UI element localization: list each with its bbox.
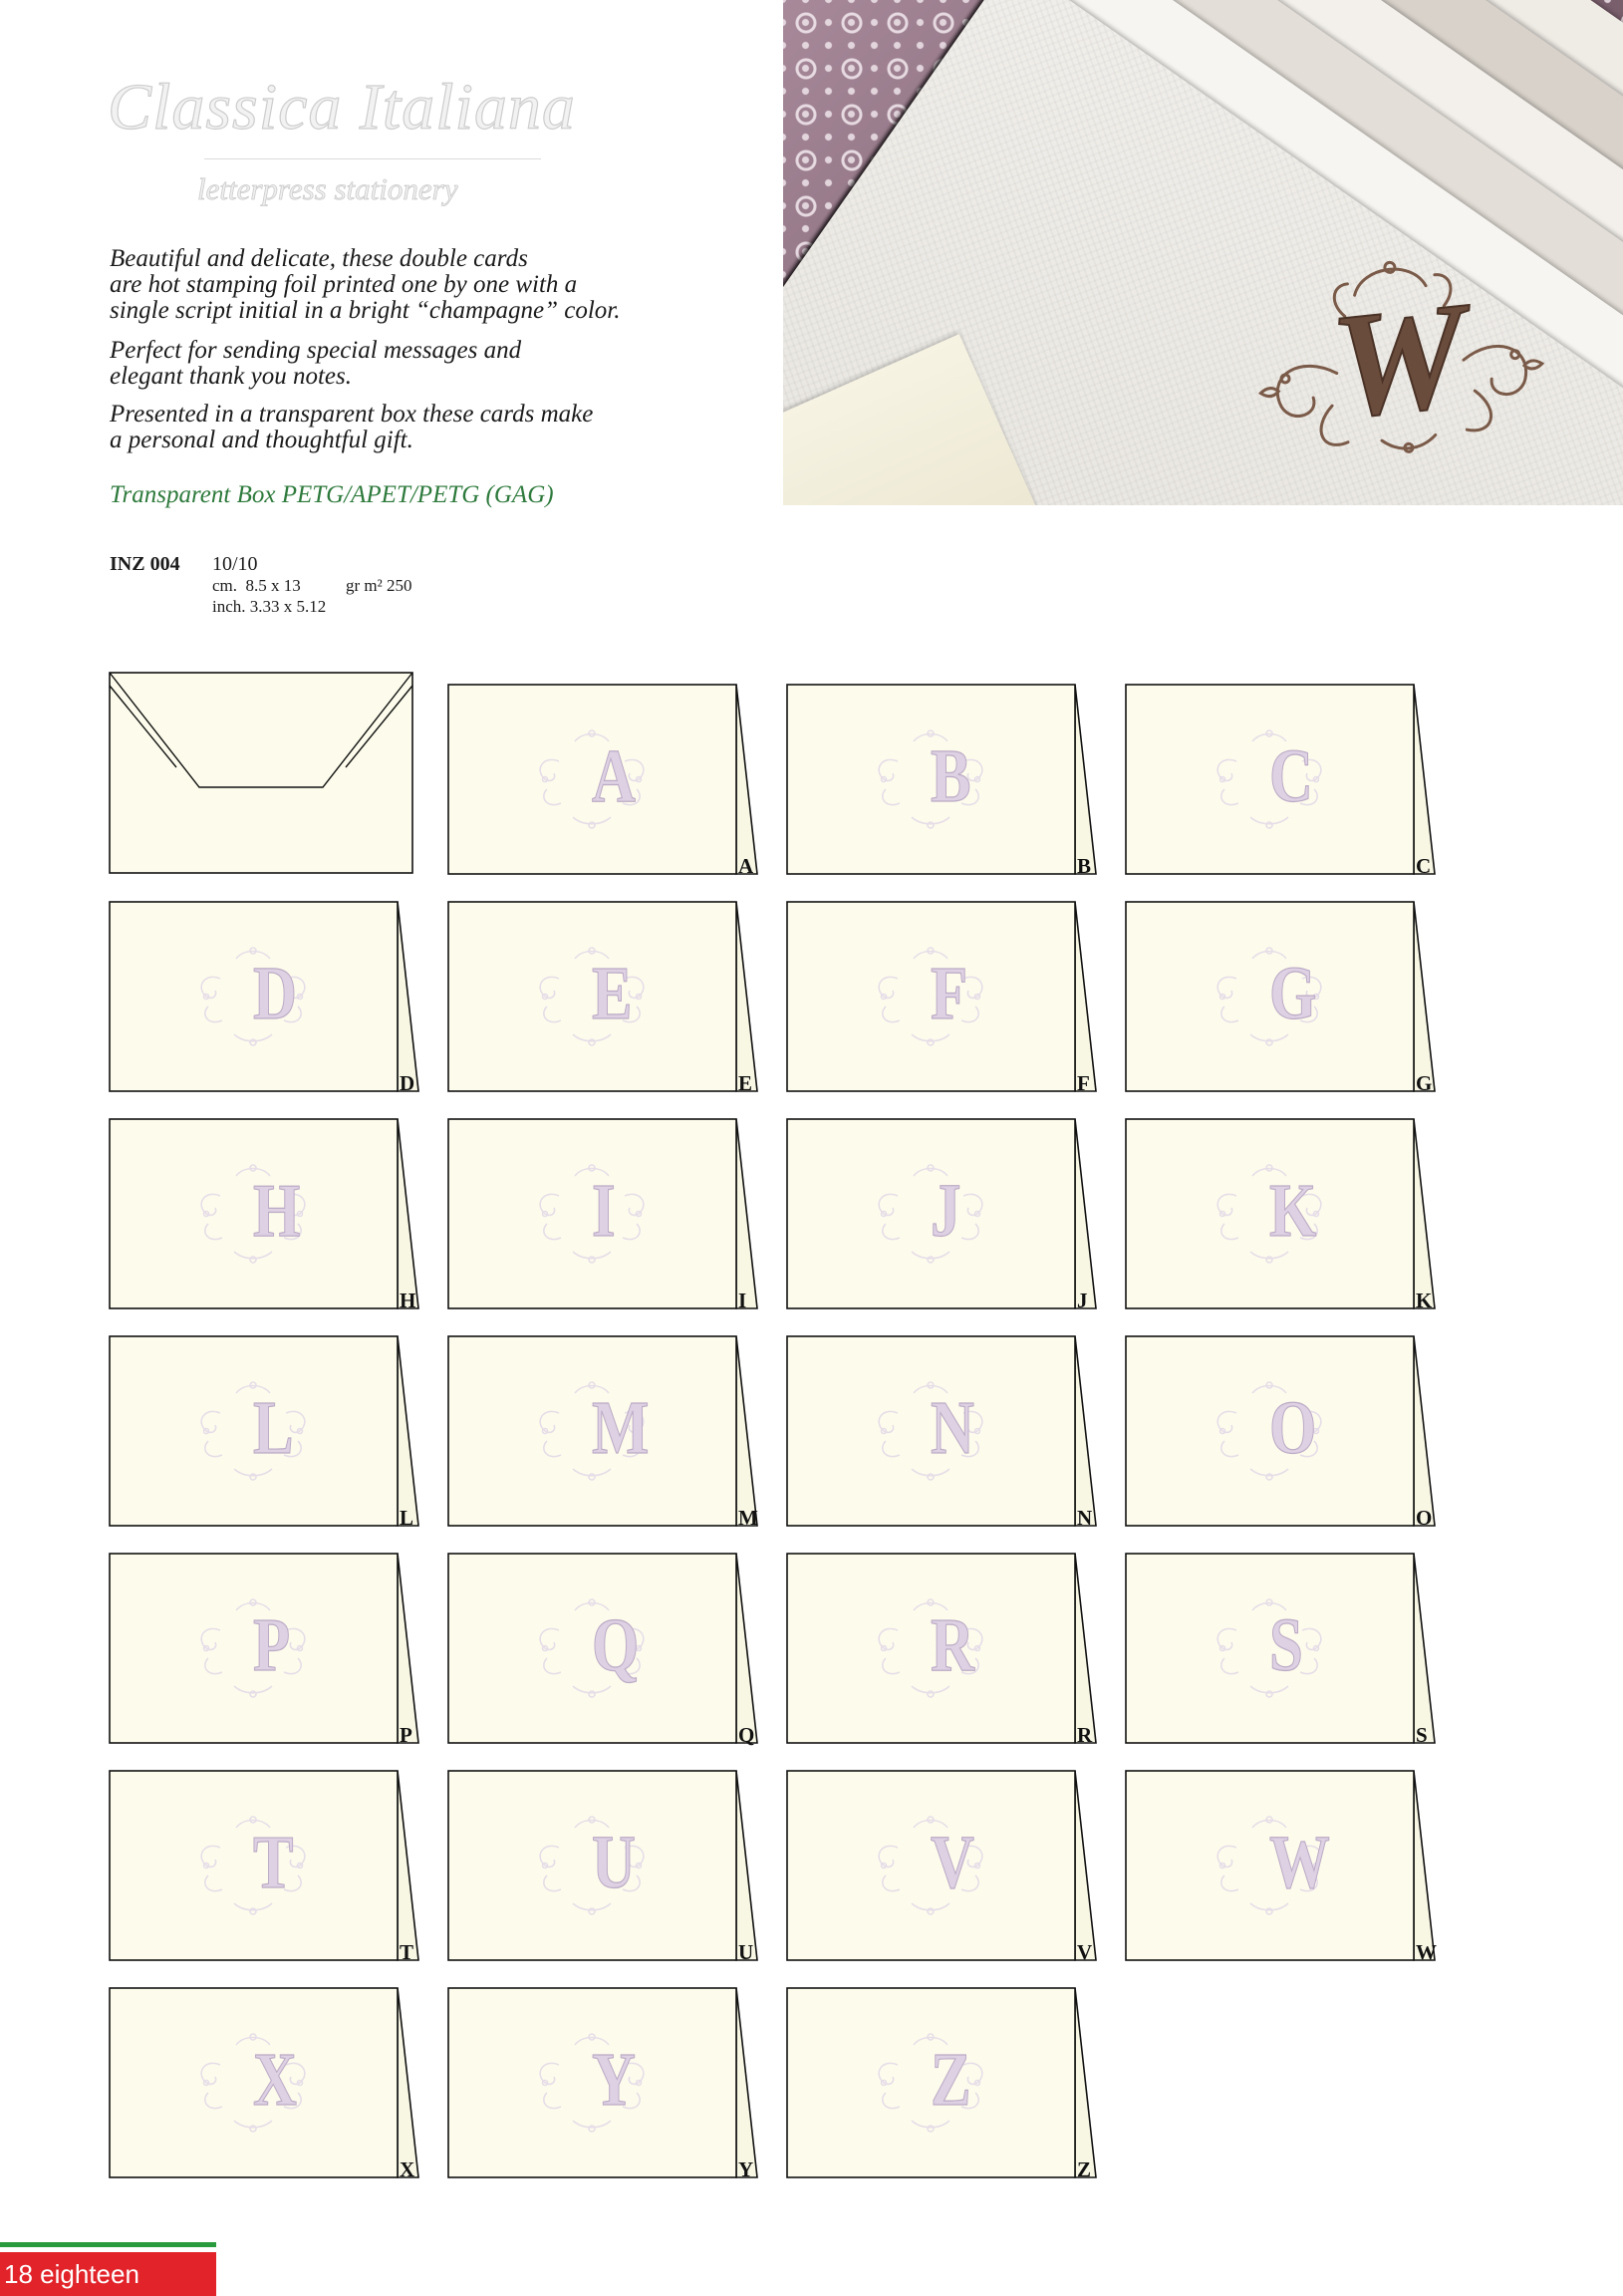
card-drawing (1125, 1335, 1442, 1529)
card-monogram: D (253, 951, 297, 1035)
card-back-fold (1414, 1336, 1435, 1526)
card-drawing (447, 1770, 764, 1963)
card-monogram: P (253, 1602, 291, 1687)
text-line: are hot stamping foil printed one by one with a (110, 271, 578, 298)
letter-card-a (447, 684, 764, 877)
letter-card-n (786, 1335, 1103, 1529)
card-drawing (109, 1553, 425, 1746)
card-drawing (447, 1335, 764, 1529)
card-letter-label: F (1077, 1071, 1090, 1095)
card-back-fold (1075, 1336, 1096, 1526)
card-back-fold (398, 1554, 418, 1743)
card-drawing (109, 1335, 425, 1529)
card-monogram: B (931, 733, 971, 818)
letter-card-w (1125, 1770, 1442, 1963)
letter-card-g (1125, 901, 1442, 1094)
card-monogram: N (931, 1385, 974, 1470)
text-line: Beautiful and delicate, these double cards (110, 245, 528, 272)
card-drawing (1125, 1553, 1442, 1746)
card-monogram: F (931, 951, 968, 1035)
letter-card-j (786, 1118, 1103, 1311)
letter-card-q (447, 1553, 764, 1746)
card-letter-label: B (1077, 854, 1092, 878)
card-letter-label: Y (738, 2157, 754, 2181)
card-drawing (786, 684, 1103, 877)
card-letter-label: P (400, 1723, 412, 1747)
card-back-fold (398, 1119, 418, 1308)
card-drawing (1125, 901, 1442, 1094)
card-drawing (109, 1770, 425, 1963)
card-drawing (786, 1118, 1103, 1311)
card-drawing (109, 901, 425, 1094)
card-monogram: L (253, 1385, 294, 1470)
card-back-fold (1075, 685, 1096, 874)
text-line: single script initial in a bright “champagne” color. (110, 297, 621, 324)
card-letter-label: U (738, 1940, 754, 1964)
card-back-fold (736, 1771, 757, 1960)
photo-monogram-letter: W (1324, 271, 1475, 450)
card-drawing (447, 1987, 764, 2180)
card-back-fold (1414, 1554, 1435, 1743)
card-drawing (447, 1118, 764, 1311)
card-monogram: K (1269, 1168, 1317, 1253)
card-back-fold (398, 1336, 418, 1526)
card-back-fold (736, 902, 757, 1091)
card-monogram: E (592, 951, 633, 1035)
card-letter-label: R (1077, 1723, 1093, 1747)
text-line: Perfect for sending special messages and (110, 337, 522, 364)
intro-paragraph-3 (110, 402, 593, 453)
letter-card-u (447, 1770, 764, 1963)
card-monogram: Z (931, 2037, 971, 2122)
card-letter-label: L (400, 1506, 414, 1530)
card-letter-label: I (738, 1289, 747, 1312)
card-letter-label: Z (1077, 2157, 1092, 2181)
text-line: Presented in a transparent box these cards make (110, 401, 594, 428)
text-line: elegant thank you notes. (110, 363, 352, 390)
card-drawing (1125, 684, 1442, 877)
photo-monogram (1233, 233, 1562, 473)
letter-card-v (786, 1770, 1103, 1963)
letter-card-f (786, 901, 1103, 1094)
card-letter-label: A (738, 854, 754, 878)
card-letter-label: H (400, 1289, 416, 1312)
card-back-fold (736, 685, 757, 874)
card-back-fold (1414, 1771, 1435, 1960)
letter-card-z (786, 1987, 1103, 2180)
letter-card-c (1125, 684, 1442, 877)
card-letter-label: C (1416, 854, 1432, 878)
letter-card-x (109, 1987, 425, 2180)
envelope-drawing (109, 672, 413, 875)
card-back-fold (736, 1119, 757, 1308)
product-size-cm: cm. 8.5 x 13 (212, 576, 301, 595)
letter-card-r (786, 1553, 1103, 1746)
card-monogram: X (253, 2037, 297, 2122)
card-letter-label: M (738, 1506, 758, 1530)
card-monogram: M (592, 1385, 650, 1470)
letter-card-s (1125, 1553, 1442, 1746)
letter-card-d (109, 901, 425, 1094)
card-letter-label: K (1416, 1289, 1433, 1312)
brand-divider (204, 158, 541, 159)
card-back-fold (736, 1336, 757, 1526)
card-back-fold (1075, 1988, 1096, 2177)
letter-card-e (447, 901, 764, 1094)
letter-card-k (1125, 1118, 1442, 1311)
card-monogram: V (931, 1820, 974, 1904)
letter-card-i (447, 1118, 764, 1311)
card-letter-label: D (400, 1071, 415, 1095)
card-letter-label: E (738, 1071, 753, 1095)
letter-card-y (447, 1987, 764, 2180)
brand-title: Classica Italiana (108, 71, 576, 144)
card-letter-label: O (1416, 1506, 1433, 1530)
card-drawing (786, 901, 1103, 1094)
product-photo (783, 0, 1623, 505)
card-back-fold (1075, 1554, 1096, 1743)
card-letter-label: J (1077, 1289, 1088, 1312)
card-monogram: G (1269, 951, 1317, 1035)
card-drawing (1125, 1770, 1442, 1963)
card-monogram: Y (592, 2037, 636, 2122)
card-letter-label: W (1416, 1940, 1437, 1964)
intro-paragraph-2 (110, 338, 521, 390)
card-monogram: W (1269, 1820, 1330, 1904)
card-back-fold (1414, 1119, 1435, 1308)
text-line: a personal and thoughtful gift. (110, 427, 413, 453)
card-drawing (447, 684, 764, 877)
card-back-fold (398, 1988, 418, 2177)
card-letter-label: N (1077, 1506, 1093, 1530)
product-size-inch: inch. 3.33 x 5.12 (212, 597, 327, 616)
card-back-fold (736, 1554, 757, 1743)
card-back-fold (1414, 685, 1435, 874)
card-back-fold (736, 1988, 757, 2177)
card-letter-label: X (400, 2157, 415, 2181)
card-drawing (786, 1553, 1103, 1746)
card-monogram: A (592, 733, 636, 818)
letter-card-o (1125, 1335, 1442, 1529)
card-letter-label: S (1416, 1723, 1428, 1747)
envelope-body (110, 673, 412, 873)
card-back-fold (1075, 1771, 1096, 1960)
card-letter-label: V (1077, 1940, 1093, 1964)
brand-subtitle: letterpress stationery (197, 171, 458, 206)
card-back-fold (398, 902, 418, 1091)
card-drawing (109, 1987, 425, 2180)
card-monogram: S (1269, 1602, 1303, 1687)
letter-card-b (786, 684, 1103, 877)
card-back-fold (1414, 902, 1435, 1091)
card-monogram: R (931, 1602, 974, 1687)
letter-card-h (109, 1118, 425, 1311)
card-drawing (786, 1987, 1103, 2180)
card-drawing (1125, 1118, 1442, 1311)
letter-card-l (109, 1335, 425, 1529)
packaging-note: Transparent Box PETG/APET/PETG (GAG) (110, 481, 554, 508)
card-monogram: Q (592, 1602, 640, 1687)
card-back-fold (1075, 902, 1096, 1091)
envelope-svg (109, 672, 413, 875)
card-monogram: J (931, 1168, 961, 1253)
card-monogram: U (592, 1820, 636, 1904)
card-monogram: C (1269, 733, 1313, 818)
intro-paragraph-1 (110, 246, 621, 324)
letter-card-m (447, 1335, 764, 1529)
card-back-fold (1075, 1119, 1096, 1308)
card-letter-label: Q (738, 1723, 755, 1747)
letter-card-t (109, 1770, 425, 1963)
card-drawing (786, 1335, 1103, 1529)
card-letter-label: G (1416, 1071, 1433, 1095)
letter-card-p (109, 1553, 425, 1746)
page-number-badge: 18 eighteen (0, 2252, 216, 2296)
card-letter-label: T (400, 1940, 414, 1964)
product-paper-weight: gr m² 250 (346, 576, 412, 595)
card-back-fold (398, 1771, 418, 1960)
card-monogram: O (1269, 1385, 1317, 1470)
card-drawing (447, 1553, 764, 1746)
product-quantity: 10/10 (212, 553, 258, 575)
card-monogram: T (253, 1820, 294, 1904)
card-monogram: H (253, 1168, 301, 1253)
product-code: INZ 004 (110, 553, 180, 575)
card-monogram: I (592, 1168, 616, 1253)
card-drawing (786, 1770, 1103, 1963)
card-drawing (447, 901, 764, 1094)
card-drawing (109, 1118, 425, 1311)
